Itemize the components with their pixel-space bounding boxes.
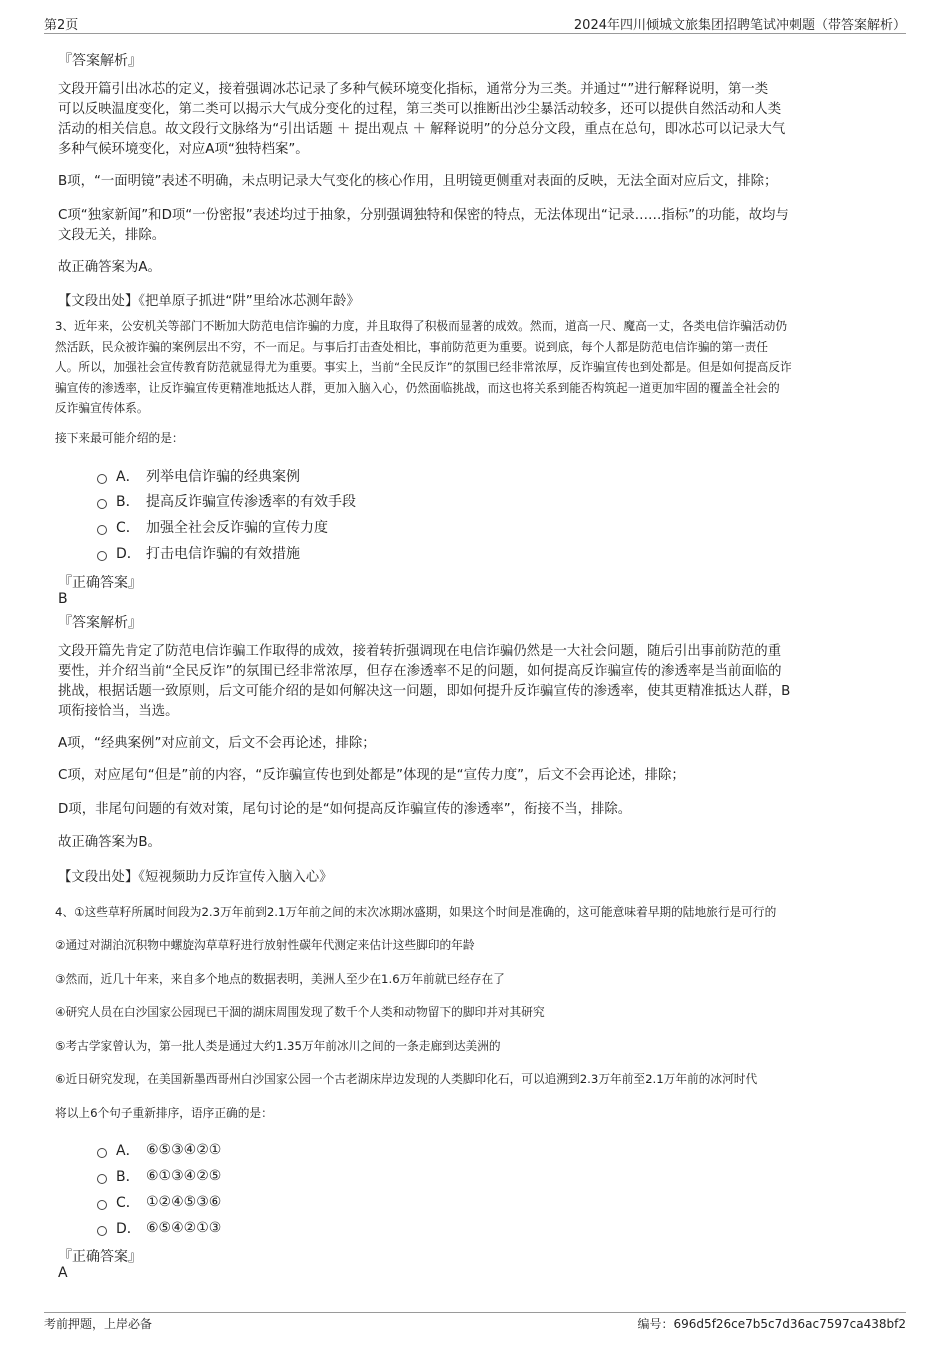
- q3-stem-line: 骗宣传的渗透率，让反诈骗宣传更精准地抵达人群，更加入脑入心，仍然面临挑战，而这也将关系到能否构筑起一道更加牢固的覆盖全社会的: [55, 380, 780, 395]
- q2-analysis: [58, 80, 896, 160]
- q3-stem-line: 3、近年来，公安机关等部门不断加大防范电信诈骗的力度，并且取得了积极而显著的成效。然而，道高一尺、魔高一丈，各类电信诈骗活动仍: [55, 319, 788, 333]
- q3-correct-answer: B: [58, 591, 68, 607]
- q3-stem-line: 然活跃，民众被诈骗的案例层出不穷，不一而足。与事后打击查处相比，事前防范更为重要。说到底，每个人都是防范电信诈骗的第一责任: [55, 339, 768, 354]
- option-letter: A．: [116, 469, 140, 485]
- radio-icon[interactable]: [97, 1174, 107, 1184]
- option-letter: C．: [116, 520, 140, 536]
- option-letter: A．: [116, 1143, 140, 1159]
- option-text: 打击电信诈骗的有效措施: [146, 546, 300, 562]
- q3-prompt: 接下来最可能介绍的是：: [55, 431, 184, 445]
- q4-prompt: 将以上6个句子重新排序，语序正确的是：: [55, 1106, 273, 1120]
- q3-option-a[interactable]: [97, 466, 300, 486]
- option-text: 加强全社会反诈骗的宣传力度: [146, 520, 328, 536]
- option-letter: D．: [116, 1221, 141, 1237]
- q4-correct-label: 『正确答案』: [58, 1249, 142, 1265]
- option-letter: B．: [116, 494, 140, 510]
- q2-source: [58, 290, 360, 309]
- q3-analysis-line: 项衔接恰当，当选。: [58, 704, 179, 719]
- q4-option-d[interactable]: [97, 1218, 221, 1238]
- q3-conclusion: 故正确答案为B。: [58, 835, 161, 850]
- q3-d-note: D项，非尾句问题的有效对策，尾句讨论的是“如何提高反诈骗宣传的渗透率”，衔接不当，排除。: [58, 802, 632, 817]
- option-text: ①②④⑤③⑥: [146, 1194, 222, 1210]
- analysis-label: 『答案解析』: [58, 53, 142, 69]
- q2-cd-note-line: C项“独家新闻”和D项“一份密报”表述均过于抽象，分别强调独特和保密的特点，无法体现出“记录……指标”的功能，故均与: [58, 208, 789, 223]
- q4-option-b[interactable]: [97, 1166, 221, 1186]
- q3-analysis-line: 文段开篇先肯定了防范电信诈骗工作取得的成效，接着转折强调现在电信诈骗仍然是一大社会问题，随后引出事前防范的重: [58, 644, 782, 659]
- q3-option-d[interactable]: [97, 543, 300, 563]
- q4-sentence-4: ④研究人员在白沙国家公园现已干涸的湖床周围发现了数千个人类和动物留下的脚印并对其研究: [55, 1005, 545, 1019]
- q2-analysis-line: 活动的相关信息。故文段行文脉络为“引出话题 ＋ 提出观点 ＋ 解释说明”的分总分文段，重点在总句，即冰芯可以记录大气: [58, 122, 786, 137]
- q3-a-note: A项，“经典案例”对应前文，后文不会再论述，排除；: [58, 736, 376, 751]
- q3-option-c[interactable]: [97, 517, 328, 537]
- source-label: 【文段出处】: [58, 870, 139, 885]
- option-letter: C．: [116, 1195, 140, 1211]
- q2-analysis-line: 文段开篇引出冰芯的定义，接着强调冰芯记录了多种气候环境变化指标，通常分为三类。并通过“”进行解释说明，第一类: [58, 82, 769, 97]
- q3-analysis: [58, 642, 896, 722]
- source-label: 【文段出处】: [58, 294, 139, 309]
- q4-sentence-1: 4、①这些草籽所属时间段为2.3万年前到2.1万年前之间的末次冰期冰盛期，如果这个时间是准确的，这可能意味着早期的陆地旅行是可行的: [55, 905, 777, 919]
- q4-correct-answer: A: [58, 1265, 68, 1281]
- radio-icon[interactable]: [97, 551, 107, 561]
- option-letter: D．: [116, 546, 141, 562]
- radio-icon[interactable]: [97, 525, 107, 535]
- option-letter: B．: [116, 1169, 140, 1185]
- page-footer: [44, 1312, 906, 1336]
- q3-analysis-label: 『答案解析』: [58, 615, 142, 631]
- q4-option-c[interactable]: [97, 1192, 221, 1212]
- q4-option-a[interactable]: [97, 1140, 221, 1160]
- q3-stem-line: 人。所以，加强社会宣传教育防范就显得尤为重要。事实上，当前“全民反诈”的氛围已经非常浓厚，反诈骗宣传也到处都是。但是如何提高反诈: [55, 360, 792, 374]
- q3-stem-line: 反诈骗宣传体系。: [55, 401, 149, 415]
- source-title: 《把单原子抓进“阱”里给冰芯测年龄》: [138, 294, 360, 309]
- document-id: 编号：696d5f26ce7b5c7d36ac7597ca438bf2: [637, 1317, 906, 1331]
- q3-source: [58, 866, 333, 885]
- q3-c-note: C项，对应尾句“但是”前的内容，“反诈骗宣传也到处都是”体现的是“宣传力度”，后文不会再论述，排除；: [58, 768, 685, 783]
- q3-option-b[interactable]: [97, 491, 356, 511]
- option-text: 提高反诈骗宣传渗透率的有效手段: [146, 494, 356, 510]
- q2-cd-note: [58, 206, 896, 246]
- q3-correct-label: 『正确答案』: [58, 575, 142, 591]
- q4-sentence-6: ⑥近日研究发现，在美国新墨西哥州白沙国家公园一个古老湖床岸边发现的人类脚印化石，可以追溯到2.3万年前至2.1万年前的冰河时代: [55, 1072, 758, 1086]
- q3-analysis-line: 要性，并介绍当前“全民反诈”的氛围已经非常浓厚，但存在渗透率不足的问题，如何提高反诈骗宣传的渗透率是当前面临的: [58, 664, 782, 679]
- option-text: ⑥⑤③④②①: [146, 1142, 222, 1158]
- q2-cd-note-line: 文段无关，排除。: [58, 228, 166, 243]
- q2-b-note: B项，“一面明镜”表述不明确，未点明记录大气变化的核心作用，且明镜更侧重对表面的反映，无法全面对应后文，排除；: [58, 174, 778, 189]
- radio-icon[interactable]: [97, 1148, 107, 1158]
- q2-analysis-line: 多种气候环境变化，对应A项“独特档案”。: [58, 142, 309, 157]
- source-title: 《短视频助力反诈宣传入脑入心》: [138, 870, 333, 885]
- radio-icon[interactable]: [97, 1200, 107, 1210]
- page-number: 第2页: [44, 18, 79, 33]
- q3-analysis-line: 挑战，根据话题一致原则，后文可能介绍的是如何解决这一问题，即如何提升反诈骗宣传的渗透率，使其更精准抵达人群，B: [58, 684, 791, 699]
- q2-analysis-line: 可以反映温度变化，第二类可以揭示大气成分变化的过程，第三类可以推断出沙尘暴活动较多，还可以提供自然活动和人类: [58, 102, 782, 117]
- option-text: ⑥⑤④②①③: [146, 1220, 222, 1236]
- footer-slogan: 考前押题，上岸必备: [44, 1317, 153, 1331]
- radio-icon[interactable]: [97, 499, 107, 509]
- document-title: 2024年四川倾城文旅集团招聘笔试冲刺题（带答案解析）: [573, 18, 906, 33]
- option-text: 列举电信诈骗的经典案例: [146, 469, 300, 485]
- q4-sentence-2: ②通过对湖泊沉积物中螺旋沟草草籽进行放射性碳年代测定来估计这些脚印的年龄: [55, 938, 475, 952]
- q4-sentence-5: ⑤考古学家曾认为，第一批人类是通过大约1.35万年前冰川之间的一条走廊到达美洲的: [55, 1039, 501, 1053]
- radio-icon[interactable]: [97, 474, 107, 484]
- q4-sentence-3: ③然而，近几十年来，来自多个地点的数据表明，美洲人至少在1.6万年前就已经存在了: [55, 972, 505, 986]
- page-header: [44, 14, 906, 34]
- q3-stem: [55, 316, 903, 419]
- option-text: ⑥①③④②⑤: [146, 1168, 222, 1184]
- radio-icon[interactable]: [97, 1226, 107, 1236]
- q2-conclusion: 故正确答案为A。: [58, 260, 161, 275]
